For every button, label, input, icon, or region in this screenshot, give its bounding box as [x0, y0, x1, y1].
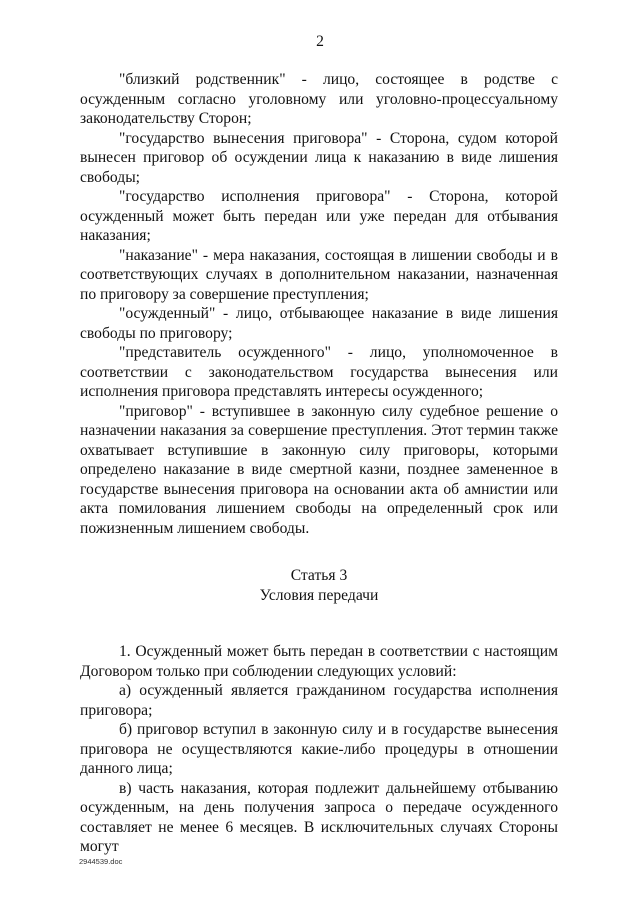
condition-b: б) приговор вступил в законную силу и в государстве вынесения приговора не осуществляются какие-либо процедуры в отношении данного лица; — [80, 721, 558, 777]
article-number: Статья 3 — [290, 567, 348, 584]
spacer — [80, 538, 558, 566]
definition-convict: "осужденный" - лицо, отбывающее наказание в виде лишения свободы по приговору; — [80, 305, 558, 342]
article-title: Условия передачи — [259, 586, 379, 604]
definition-close-relative: "близкий родственник" - лицо, состоящее в родстве с осужденным согласно уголовному или уголовно-процессуальному законодательству Сторон; — [80, 71, 558, 127]
document-body — [80, 70, 558, 857]
spacer — [80, 605, 558, 642]
condition-intro: 1. Осужденный может быть передан в соответствии с настоящим Договором только при соблюдении следующих условий: — [80, 643, 558, 680]
page-number: 2 — [316, 33, 324, 50]
file-name-footer: 2944539.doc — [79, 857, 123, 866]
definition-sentencing-state: "государство вынесения приговора" - Сторона, судом которой вынесен приговор об осуждении лица к наказанию в виде лишения свободы; — [80, 129, 558, 186]
definition-convict-representative: "представитель осужденного" - лицо, уполномоченное в соответствии с законодательством государства вынесения или исполнения приговора представлять интересы осужденного; — [80, 344, 558, 400]
definition-administering-state: "государство исполнения приговора" - Сторона, которой осужденный может быть передан или уже передан для отбывания наказания; — [80, 188, 558, 244]
definition-punishment: "наказание" - мера наказания, состоящая в лишении свободы и в соответствующих случаях в дополнительном наказании, назначенная по приговору за совершение преступления; — [80, 246, 558, 303]
condition-c: в) часть наказания, которая подлежит дальнейшему отбыванию осужденным, на день получения запроса о передаче осужденного составляет не менее 6 месяцев. В исключительных случаях Стороны могут — [80, 779, 558, 855]
definition-sentence: "приговор" - вступившее в законную силу судебное решение о назначении наказания за совершение преступления. Этот термин также охватывает вступившие в законную силу приговоры, которыми определено наказание в виде смертной казни, позднее замененное в государстве вынесения приговора на основании акта об амнистии или акта помилования лишением свободы на определенный срок или пожизненным лишением свободы. — [80, 402, 558, 537]
condition-a: а) осужденный является гражданином государства исполнения приговора; — [80, 682, 558, 719]
